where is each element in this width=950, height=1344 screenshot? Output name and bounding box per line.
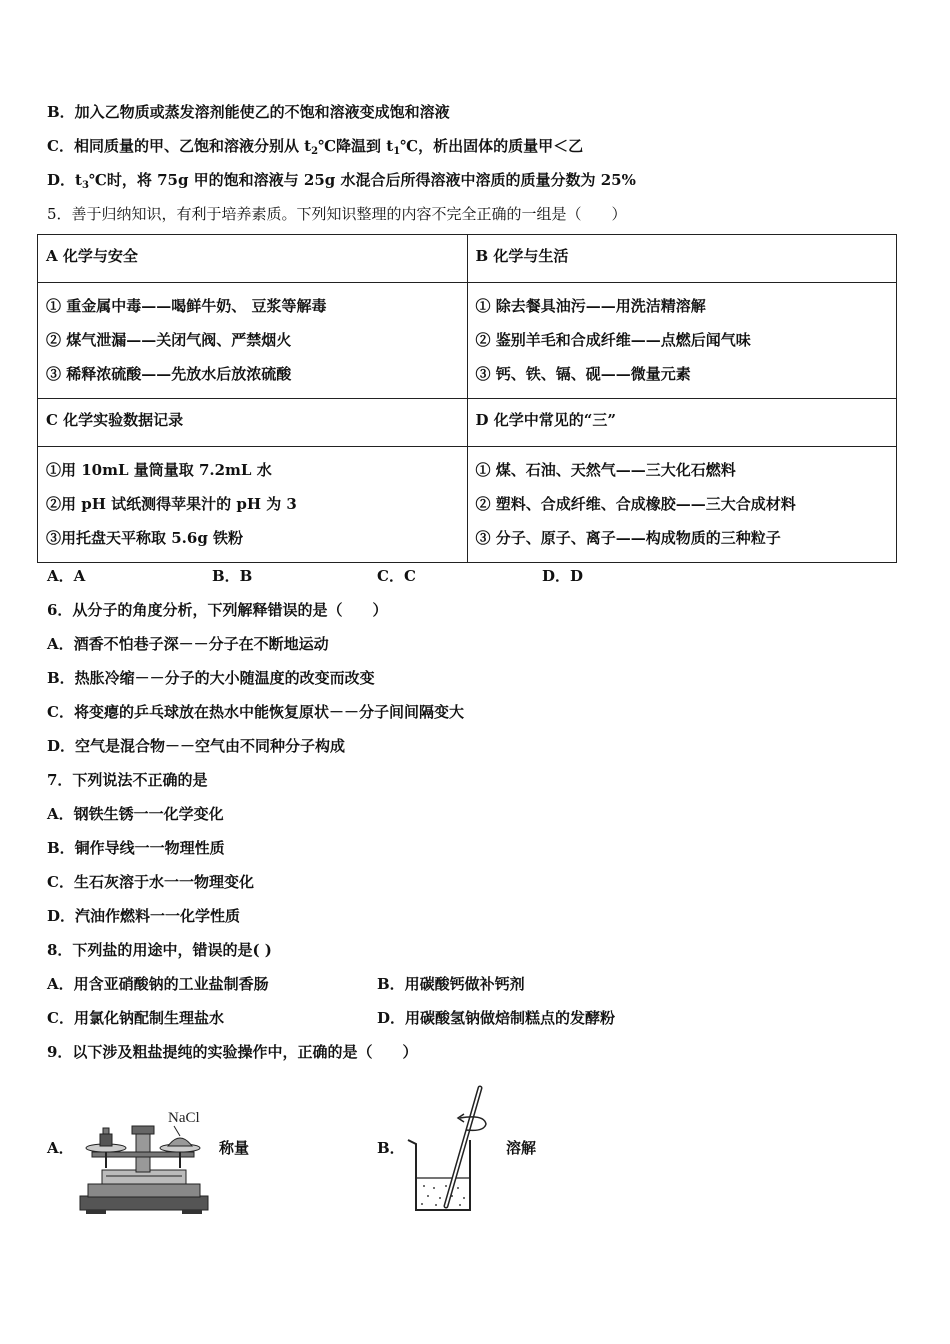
table-line: ① 重金属中毒——喝鲜牛奶、 豆浆等解毒 xyxy=(46,297,327,315)
q9-option-b-letter: B． xyxy=(377,1139,405,1157)
q4-option-c-text2: ℃降温到 t xyxy=(318,137,394,155)
table-cell-a-body xyxy=(38,283,468,399)
beaker-stirring-illustration xyxy=(400,1084,500,1216)
q8-option-c: C．用氯化钠配制生理盐水 xyxy=(47,1009,224,1027)
balance-scale-illustration xyxy=(72,1104,214,1216)
table-cell-b-title: B 化学与生活 xyxy=(467,235,897,283)
table-line: ③ 稀释浓硫酸——先放水后放浓硫酸 xyxy=(46,365,292,383)
table-line: ② 鉴别羊毛和合成纤维——点燃后闻气味 xyxy=(475,331,751,349)
q4-option-c-sub1: 2 xyxy=(311,146,319,157)
q6-option-a: A．酒香不怕巷子深－－分子在不断地运动 xyxy=(47,635,329,653)
table-cell-d-title: D 化学中常见的“三” xyxy=(467,399,897,447)
balance-body xyxy=(88,1184,200,1197)
table-cell-d-body xyxy=(467,447,897,563)
q7-option-c: C．生石灰溶于水一一物理变化 xyxy=(47,873,254,891)
q5-option-c: C．C xyxy=(377,567,416,585)
q5-option-b: B．B xyxy=(212,567,253,585)
table-line: ③ 分子、原子、离子——构成物质的三种粒子 xyxy=(475,529,781,547)
table-line: ①用 10mL 量筒量取 7.2mL 水 xyxy=(46,461,272,479)
q6-option-b: B．热胀冷缩－－分子的大小随温度的改变而改变 xyxy=(47,669,375,687)
q6-stem: 6．从分子的角度分析，下列解释错误的是（ ） xyxy=(47,601,388,619)
q4-option-d-text1: D．t xyxy=(47,171,82,189)
balance-foot-left xyxy=(86,1210,106,1214)
liquid-dots xyxy=(421,1185,465,1206)
nacl-label: NaCl xyxy=(168,1110,200,1126)
label-pointer xyxy=(174,1126,180,1136)
q4-option-c xyxy=(47,136,583,162)
table-line: ③用托盘天平称取 5.6g 铁粉 xyxy=(46,529,244,547)
salt-pile xyxy=(168,1138,192,1146)
q7-option-d: D．汽油作燃料一一化学性质 xyxy=(47,907,241,925)
table-line: ③ 钙、铁、镉、砚——微量元素 xyxy=(475,365,691,383)
table-line: ② 煤气泄漏——关闭气阀、严禁烟火 xyxy=(46,331,292,349)
q4-option-c-text1: C．相同质量的甲、乙饱和溶液分别从 t xyxy=(47,137,312,155)
q9-option-a-label: 称量 xyxy=(219,1139,250,1157)
balance-top xyxy=(132,1126,154,1134)
q7-option-a: A．钢铁生锈一一化学变化 xyxy=(47,805,224,823)
q4-option-d-text2: ℃时，将 75g 甲的饱和溶液与 25g 水混合后所得溶液中溶质的质量分数为 25% xyxy=(88,171,636,189)
table-line: ① 煤、石油、天然气——三大化石燃料 xyxy=(475,461,736,479)
q9-option-b-label: 溶解 xyxy=(506,1139,537,1157)
balance-base xyxy=(80,1196,208,1210)
q8-option-d: D．用碳酸氢钠做焙制糕点的发酵粉 xyxy=(377,1009,616,1027)
table-line: ① 除去餐具油污——用洗洁精溶解 xyxy=(475,297,706,315)
q4-option-c-sub2: 1 xyxy=(393,146,401,157)
q7-stem: 7．下列说法不正确的是 xyxy=(47,771,208,789)
q4-option-b: B．加入乙物质或蒸发溶剂能使乙的不饱和溶液变成饱和溶液 xyxy=(47,103,450,121)
q5-knowledge-table xyxy=(37,234,897,563)
q5-option-d: D．D xyxy=(542,567,584,585)
q4-option-d-sub: 3 xyxy=(81,180,89,191)
balance-beam xyxy=(92,1152,194,1157)
weight-small-icon xyxy=(103,1128,109,1134)
glass-rod-highlight xyxy=(446,1088,480,1206)
q5-option-a: A．A xyxy=(47,567,86,585)
q8-option-b: B．用碳酸钙做补钙剂 xyxy=(377,975,525,993)
q7-option-b: B．铜作导线一一物理性质 xyxy=(47,839,225,857)
table-line: ②用 pH 试纸测得苹果汁的 pH 为 3 xyxy=(46,495,297,513)
balance-foot-right xyxy=(182,1210,202,1214)
table-line: ② 塑料、合成纤维、合成橡胶——三大合成材料 xyxy=(475,495,796,513)
q4-option-d xyxy=(47,170,636,196)
table-cell-b-body xyxy=(467,283,897,399)
q8-stem: 8．下列盐的用途中，错误的是( ) xyxy=(47,941,272,959)
table-cell-a-title: A 化学与安全 xyxy=(38,235,468,283)
q6-option-d: D．空气是混合物－－空气由不同种分子构成 xyxy=(47,737,346,755)
q6-option-c: C．将变瘪的乒乓球放在热水中能恢复原状－－分子间间隔变大 xyxy=(47,703,464,721)
q9-stem: 9．以下涉及粗盐提纯的实验操作中，正确的是（ ） xyxy=(47,1043,418,1061)
q9-option-a-letter: A． xyxy=(47,1139,74,1157)
q8-option-a: A．用含亚硝酸钠的工业盐制香肠 xyxy=(47,975,269,993)
weight-icon xyxy=(100,1134,112,1146)
q4-option-c-text3: ℃，析出固体的质量甲＜乙 xyxy=(400,137,584,155)
q5-stem: 5．善于归纳知识，有利于培养素质。下列知识整理的内容不完全正确的一组是（ ） xyxy=(47,205,627,223)
table-cell-c-body xyxy=(38,447,468,563)
table-cell-c-title: C 化学实验数据记录 xyxy=(38,399,468,447)
